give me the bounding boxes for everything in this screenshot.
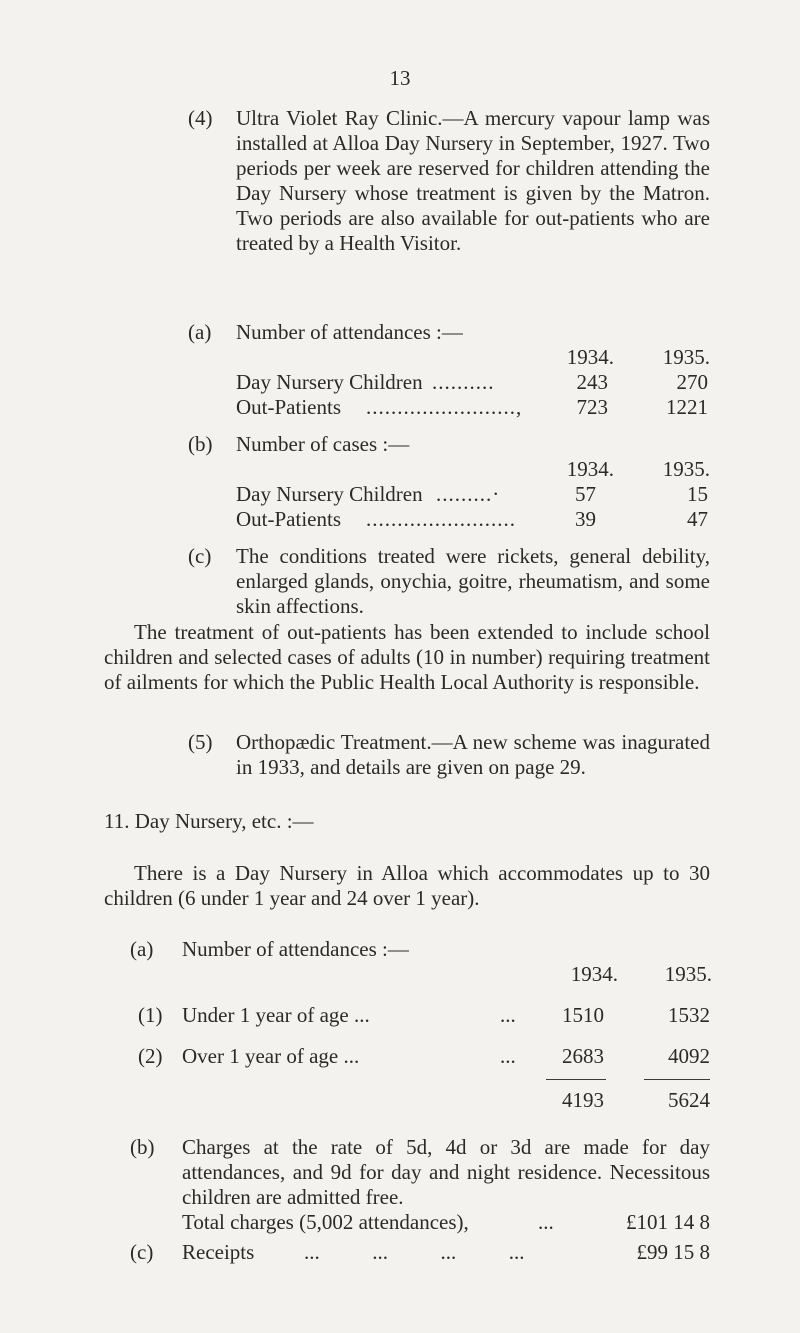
uv-b-row-1-leader: .........· xyxy=(436,482,501,506)
nursery-a-year-1935: 1935. xyxy=(664,962,712,986)
total-charges-leader: ... xyxy=(538,1210,554,1234)
uv-c-label: (c) xyxy=(188,544,212,568)
nursery-a-heading: Number of attendances :— xyxy=(182,937,409,961)
nursery-total-1934: 4193 xyxy=(562,1088,604,1112)
uv-b-year-1934: 1934. xyxy=(566,457,614,481)
receipts-amount: £99 15 8 xyxy=(636,1240,710,1264)
total-charges-label: Total charges (5,002 attendances), xyxy=(182,1210,469,1234)
uv-a-year-1934: 1934. xyxy=(566,345,614,369)
total-rule-1935 xyxy=(644,1079,710,1080)
nursery-row-2-1934: 2683 xyxy=(562,1044,604,1068)
receipts-label: Receipts xyxy=(182,1240,255,1264)
section-11-heading: 11. Day Nursery, etc. :— xyxy=(104,809,314,833)
item-5-number: (5) xyxy=(188,730,213,754)
uv-b-heading: Number of cases :— xyxy=(236,432,410,456)
uv-clinic-paragraph: Ultra Violet Ray Clinic.—A mercury vapour lamp was installed at Alloa Day Nursery in September, 1927. Two periods per week are reserved for children attending the Day Nursery whose treatment is given by the Matron. Two periods are also available for out-patients who are treated by a Health Visitor. xyxy=(236,106,710,255)
uv-c-paragraph: The conditions treated were rickets, general debility, enlarged glands, onychia, goitre, rheumatism, and some skin affections. xyxy=(236,544,710,618)
uv-a-row-2-leader: ........................, xyxy=(366,395,523,419)
nursery-row-1-leader: ... xyxy=(500,1003,516,1027)
uv-a-row-2-name: Out-Patients xyxy=(236,395,341,419)
uv-a-row-1-1935: 270 xyxy=(676,370,708,394)
nursery-row-1-1934: 1510 xyxy=(562,1003,604,1027)
item-4-number: (4) xyxy=(188,106,213,130)
uv-b-row-1-1935: 15 xyxy=(687,482,708,506)
nursery-b-label: (b) xyxy=(130,1135,155,1159)
nursery-a-label: (a) xyxy=(130,937,154,961)
total-rule-1934 xyxy=(546,1079,606,1080)
uv-b-row-2-name: Out-Patients xyxy=(236,507,341,531)
nursery-row-2-1935: 4092 xyxy=(668,1044,710,1068)
uv-b-row-2-1934: 39 xyxy=(575,507,596,531)
uv-a-row-1-leader: .......... xyxy=(432,370,495,394)
nursery-row-1-number: (1) xyxy=(138,1003,163,1027)
uv-a-heading: Number of attendances :— xyxy=(236,320,463,344)
uv-b-row-1-1934: 57 xyxy=(575,482,596,506)
uv-a-row-1-name: Day Nursery Children xyxy=(236,370,423,394)
receipts-leader: ... ... ... ... xyxy=(304,1240,525,1264)
uv-b-row-2-leader: ........................ xyxy=(366,507,516,531)
uv-a-row-2-1935: 1221 xyxy=(666,395,708,419)
uv-b-year-1935: 1935. xyxy=(662,457,710,481)
uv-b-row-2-1935: 47 xyxy=(687,507,708,531)
uv-a-label: (a) xyxy=(188,320,212,344)
treatment-paragraph: The treatment of out-patients has been extended to include school children and selected cases of adults (10 in number) requiring treatment of ailments for which the Public Health Local Authority is responsible. xyxy=(104,620,710,694)
orthopaedic-paragraph: Orthopædic Treatment.—A new scheme was inagurated in 1933, and details are given on page 29. xyxy=(236,730,710,779)
total-charges-amount: £101 14 8 xyxy=(626,1210,710,1234)
uv-a-row-1-1934: 243 xyxy=(576,370,608,394)
uv-b-label: (b) xyxy=(188,432,213,456)
nursery-c-label: (c) xyxy=(130,1240,154,1264)
page-number: 13 xyxy=(389,66,411,90)
day-nursery-intro: There is a Day Nursery in Alloa which accommodates up to 30 children (6 under 1 year and 24 over 1 year). xyxy=(104,861,710,910)
uv-a-row-2-1934: 723 xyxy=(576,395,608,419)
nursery-row-2-leader: ... xyxy=(500,1044,516,1068)
uv-b-row-1-name: Day Nursery Children xyxy=(236,482,423,506)
nursery-row-1-1935: 1532 xyxy=(668,1003,710,1027)
nursery-row-2-number: (2) xyxy=(138,1044,163,1068)
charges-paragraph: Charges at the rate of 5d, 4d or 3d are made for day attendances, and 9d for day and night residence. Necessitous children are admitted free. xyxy=(182,1135,710,1209)
nursery-total-1935: 5624 xyxy=(668,1088,710,1112)
nursery-a-year-1934: 1934. xyxy=(570,962,618,986)
nursery-row-1-name: Under 1 year of age ... xyxy=(182,1003,370,1027)
nursery-row-2-name: Over 1 year of age ... xyxy=(182,1044,360,1068)
uv-a-year-1935: 1935. xyxy=(662,345,710,369)
